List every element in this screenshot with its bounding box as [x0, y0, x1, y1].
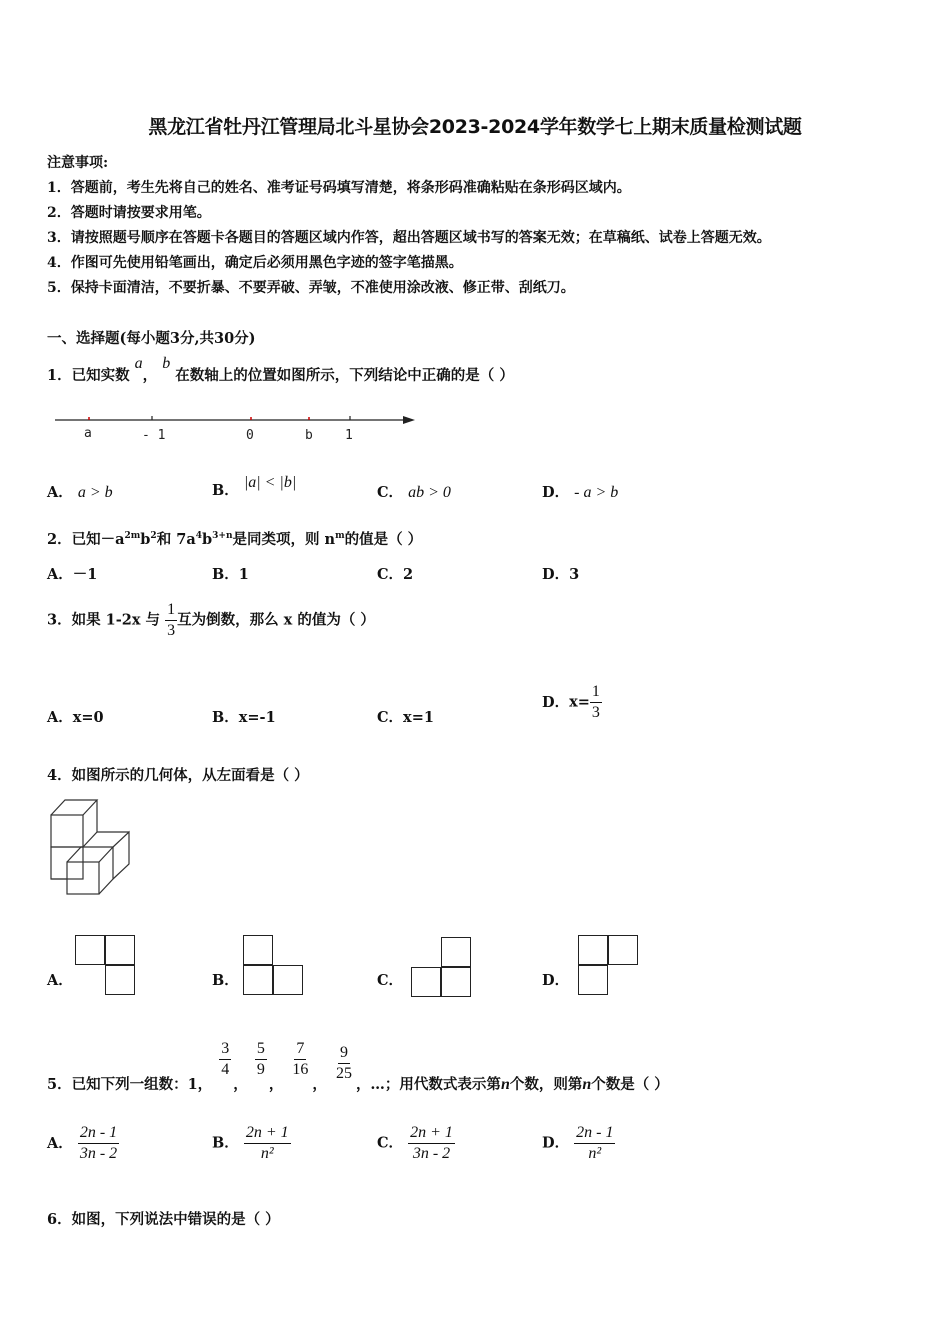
axis-label-0: 0 — [246, 428, 254, 443]
question-4: 4．如图所示的几何体，从左面看是（ ） — [47, 767, 309, 784]
q1-comma: ， — [142, 367, 158, 384]
q3-option-c[interactable]: C．x=1 — [377, 709, 434, 726]
q3-option-b[interactable]: B．x=-1 — [212, 709, 276, 726]
q1-option-b[interactable]: B． |a| < |b| — [212, 474, 297, 499]
q2-option-a[interactable]: A．－1 — [47, 566, 98, 583]
question-6: 6．如图，下列说法中错误的是（ ） — [47, 1211, 280, 1228]
question-2: 2．已知$-a^{2m}b^2$和 $7a^4b^{3+n}$是同类项，则 $n^m$的值是（ ） — [47, 531, 423, 548]
q3-option-d[interactable]: D．x= $\frac{1}{3}$ — [542, 683, 600, 721]
q5-option-c[interactable]: C． $\frac{2n + 1}{3n - 2}$ — [377, 1124, 453, 1162]
note-item-5: 5．保持卡面清洁，不要折暴、不要弄破、弄皱，不准使用涂改液、修正带、刮纸刀。 — [47, 280, 575, 296]
q1-option-d[interactable]: D． - a > b — [542, 484, 619, 501]
note-item-1: 1．答题前，考生先将自己的姓名、准考证号码填写清楚，将条形码准确粘贴在条形码区域内。 — [47, 180, 631, 196]
note-item-3: 3．请按照题号顺序在答题卡各题目的答题区域内作答，超出答题区域书写的答案无效；在草稿纸、试卷上答题无效。 — [47, 230, 771, 246]
q2-option-d[interactable]: D．3 — [542, 566, 580, 583]
q3-option-a[interactable]: A．x=0 — [47, 709, 104, 726]
axis-label-minus-1: - 1 — [142, 428, 166, 443]
q1-var-b: b — [162, 355, 171, 372]
arrow-icon — [403, 416, 415, 424]
q1-var-a: a — [134, 355, 143, 372]
question-3: 3．如果 1-2x 与 $\frac{1}{3}$ 互为倒数，那么 x 的值为（ ） — [47, 601, 375, 639]
q4-option-d-label[interactable]: D． — [542, 972, 570, 989]
q1-option-a[interactable]: A． a > b — [47, 484, 113, 501]
notes-heading: 注意事项: — [47, 155, 109, 171]
axis-label-b: b — [305, 428, 313, 443]
q4-option-b-label[interactable]: B． — [212, 972, 239, 989]
q3-fraction: $\frac{1}{3}$ — [167, 601, 176, 639]
axis-label-1: 1 — [345, 428, 353, 443]
q1-suffix: 在数轴上的位置如图所示，下列结论中正确的是（ ） — [175, 367, 514, 384]
q4-option-a-label[interactable]: A． — [47, 972, 73, 989]
q1-prefix: 1．已知实数 — [47, 367, 130, 384]
note-item-2: 2．答题时请按要求用笔。 — [47, 205, 211, 221]
q1-option-c[interactable]: C． ab > 0 — [377, 484, 451, 501]
q5-option-b[interactable]: B． $\frac{2n + 1}{\text{n²}}$ — [212, 1124, 289, 1162]
number-line — [50, 405, 430, 450]
q2-option-b[interactable]: B．1 — [212, 566, 249, 583]
q5-option-d[interactable]: D． $\frac{2n - 1}{\text{n²}}$ — [542, 1124, 614, 1162]
axis-label-a: a — [84, 426, 92, 441]
question-1 — [47, 355, 514, 385]
q2-option-c[interactable]: C．2 — [377, 566, 414, 583]
note-item-4: 4．作图可先使用铅笔画出，确定后必须用黑色字迹的签字笔描黑。 — [47, 255, 463, 271]
section-heading: 一、选择题(每小题3分,共30分) — [47, 330, 256, 347]
page-title: 黑龙江省牡丹江管理局北斗星协会2023-2024学年数学七上期末质量检测试题 — [148, 116, 802, 138]
question-5: 5．已知下列一组数：1， $\frac{3}{4}$ ， $\frac{5}{9}$ ， $\frac{7}{16}$ ， $\frac{9}{25}$ ，…；用代数式表示第n个数，则第n个数是（ ） — [47, 1040, 669, 1093]
solid-figure — [45, 795, 137, 900]
q4-option-c-label[interactable]: C． — [377, 972, 404, 989]
q5-option-a[interactable]: A． $\frac{2n - 1}{3n - 2}$ — [47, 1124, 118, 1162]
